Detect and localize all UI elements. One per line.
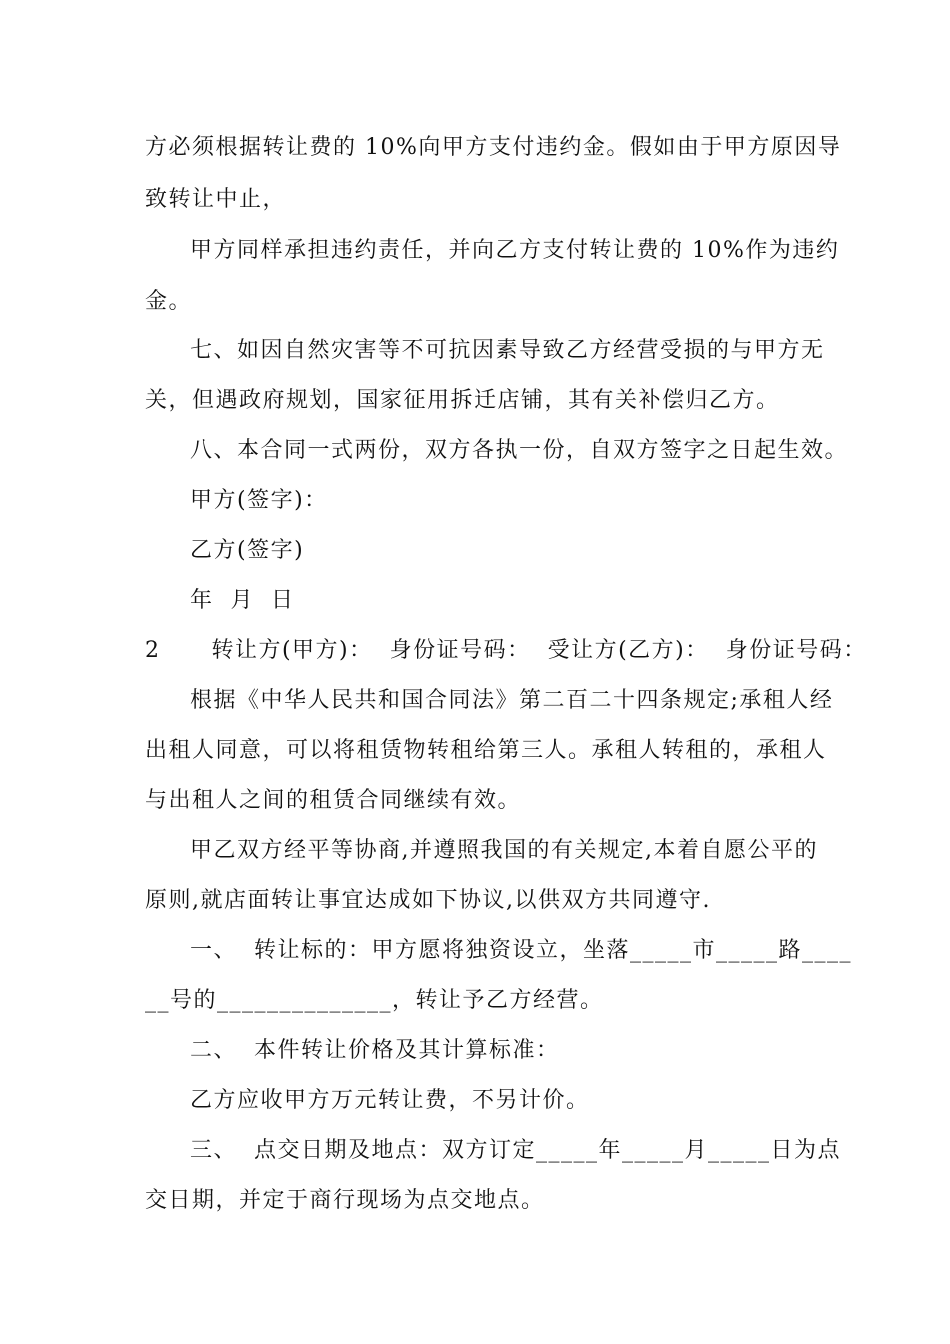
text-line: 七、如因自然灾害等不可抗因素导致乙方经营受损的与甲方无	[190, 338, 825, 363]
date-line: 年 月 日	[190, 588, 295, 613]
signature-line-party-a: 甲方(签字)：	[190, 488, 328, 513]
text-line: 根据《中华人民共和国合同法》第二百二十四条规定;承租人经	[190, 688, 834, 713]
text-line: 原则,就店面转让事宜达成如下协议,以供双方共同遵守.	[145, 888, 711, 913]
signature-line-party-b: 乙方(签字)	[190, 538, 305, 563]
text-line: 甲方同样承担违约责任，并向乙方支付转让费的 10%作为违约	[190, 238, 840, 263]
text-line: 八、本合同一式两份，双方各执一份，自双方签字之日起生效。	[190, 438, 849, 463]
text-line: 出租人同意，可以将租赁物转租给第三人。承租人转租的，承租人	[145, 738, 827, 763]
text-line: 关，但遇政府规划，国家征用拆迁店铺，其有关补偿归乙方。	[145, 388, 780, 413]
clause-three-line: 三、 点交日期及地点：双方订定_____年_____月_____日为点	[190, 1138, 841, 1163]
clause-one-line: 一、 转让标的：甲方愿将独资设立，坐落_____市_____路____	[190, 938, 852, 963]
text-line: 乙方应收甲方万元转让费，不另计价。	[190, 1088, 590, 1113]
clause-one-line: __号的______________，转让予乙方经营。	[145, 988, 604, 1013]
text-line: 甲乙双方经平等协商,并遵照我国的有关规定,本着自愿公平的	[190, 838, 818, 863]
clause-two-line: 二、 本件转让价格及其计算标准：	[190, 1038, 560, 1063]
text-line: 方必须根据转让费的 10%向甲方支付违约金。假如由于甲方原因导	[145, 135, 842, 160]
clause-three-line: 交日期，并定于商行现场为点交地点。	[145, 1188, 545, 1213]
party-info-line: 2 转让方(甲方)： 身份证号码： 受让方(乙方)： 身份证号码：	[145, 638, 867, 663]
text-line: 与出租人之间的租赁合同继续有效。	[145, 788, 522, 813]
text-line: 致转让中止，	[145, 187, 287, 212]
text-line: 金。	[145, 289, 193, 314]
